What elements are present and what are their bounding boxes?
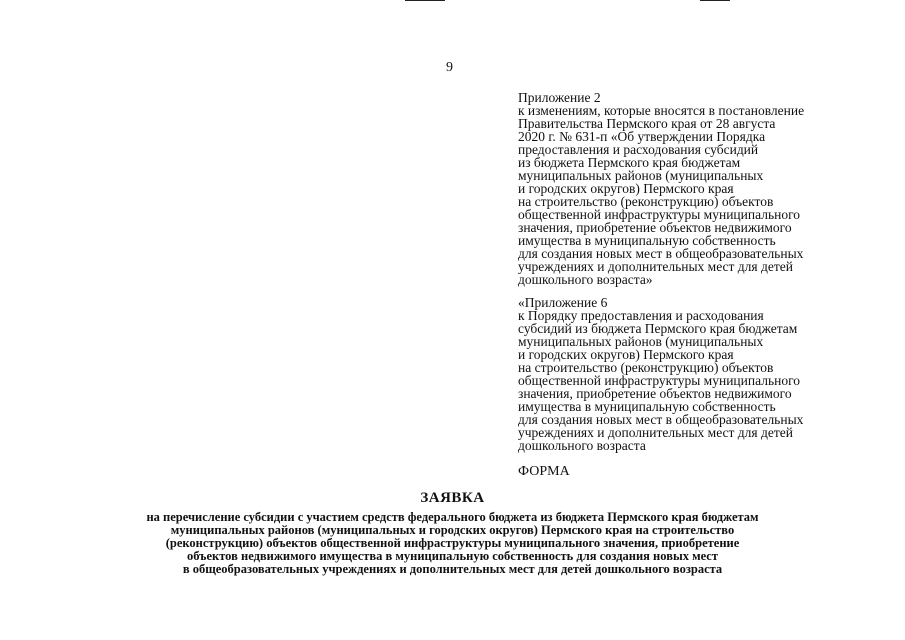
appendix-line: Правительства Пермского края от 28 августа <box>518 116 776 131</box>
appendix-line: муниципальных районов (муниципальных <box>518 168 764 183</box>
appendix-line: и городских округов) Пермского края <box>518 347 734 362</box>
subtitle-line: в общеобразовательных учреждениях и дополнительных мест для детей дошкольного возраста <box>182 562 723 576</box>
appendix-line: общественной инфраструктуры муниципального <box>518 207 801 222</box>
appendix-2-header <box>518 91 848 286</box>
appendix-line: общественной инфраструктуры муниципального <box>518 373 801 388</box>
document-title: ЗАЯВКА <box>420 490 485 506</box>
appendix-line: имущества в муниципальную собственность <box>518 233 776 248</box>
appendix-line: субсидий из бюджета Пермского края бюджетам <box>518 321 798 336</box>
appendix-line: значения, приобретение объектов недвижимого <box>518 220 792 235</box>
appendix-line: на строительство (реконструкцию) объектов <box>518 360 774 375</box>
appendix-line: из бюджета Пермского края бюджетам <box>518 155 741 170</box>
form-label: ФОРМА <box>518 464 570 479</box>
appendix-line: имущества в муниципальную собственность <box>518 399 776 414</box>
appendix-line: к Порядку предоставления и расходования <box>518 308 764 323</box>
appendix-line: для создания новых мест в общеобразовательных <box>518 246 804 261</box>
page-number: 9 <box>446 60 453 75</box>
appendix-line: предоставления и расходования субсидий <box>518 142 759 157</box>
appendix-line: дошкольного возраста <box>518 438 646 453</box>
scan-edge-mark <box>405 0 445 1</box>
appendix-line: к изменениям, которые вносятся в постановление <box>518 103 805 118</box>
appendix-line: на строительство (реконструкцию) объектов <box>518 194 774 209</box>
subtitle-line: (реконструкцию) объектов общественной инфраструктуры муниципального значения, приобретение <box>165 536 740 550</box>
appendix-line: муниципальных районов (муниципальных <box>518 334 764 349</box>
subtitle-line: объектов недвижимого имущества в муниципальную собственность для создания новых мест <box>186 549 718 563</box>
appendix-6-header <box>518 296 848 452</box>
appendix-line: 2020 г. № 631-п «Об утверждении Порядка <box>518 129 766 144</box>
subtitle-line: муниципальных районов (муниципальных и городских округов) Пермского края на строительство <box>170 523 735 537</box>
appendix-line: дошкольного возраста» <box>518 272 653 287</box>
appendix-line: «Приложение 6 <box>518 295 608 310</box>
appendix-line: Приложение 2 <box>518 90 601 105</box>
appendix-line: и городских округов) Пермского края <box>518 181 734 196</box>
scan-edge-mark <box>700 0 730 1</box>
appendix-line: учреждениях и дополнительных мест для детей <box>518 259 793 274</box>
appendix-line: значения, приобретение объектов недвижимого <box>518 386 792 401</box>
appendix-line: учреждениях и дополнительных мест для детей <box>518 425 793 440</box>
appendix-line: для создания новых мест в общеобразовательных <box>518 412 804 427</box>
subtitle-line: на перечисление субсидии с участием средств федерального бюджета из бюджета Пермского края бюджетам <box>146 510 759 524</box>
document-subtitle <box>0 511 905 576</box>
